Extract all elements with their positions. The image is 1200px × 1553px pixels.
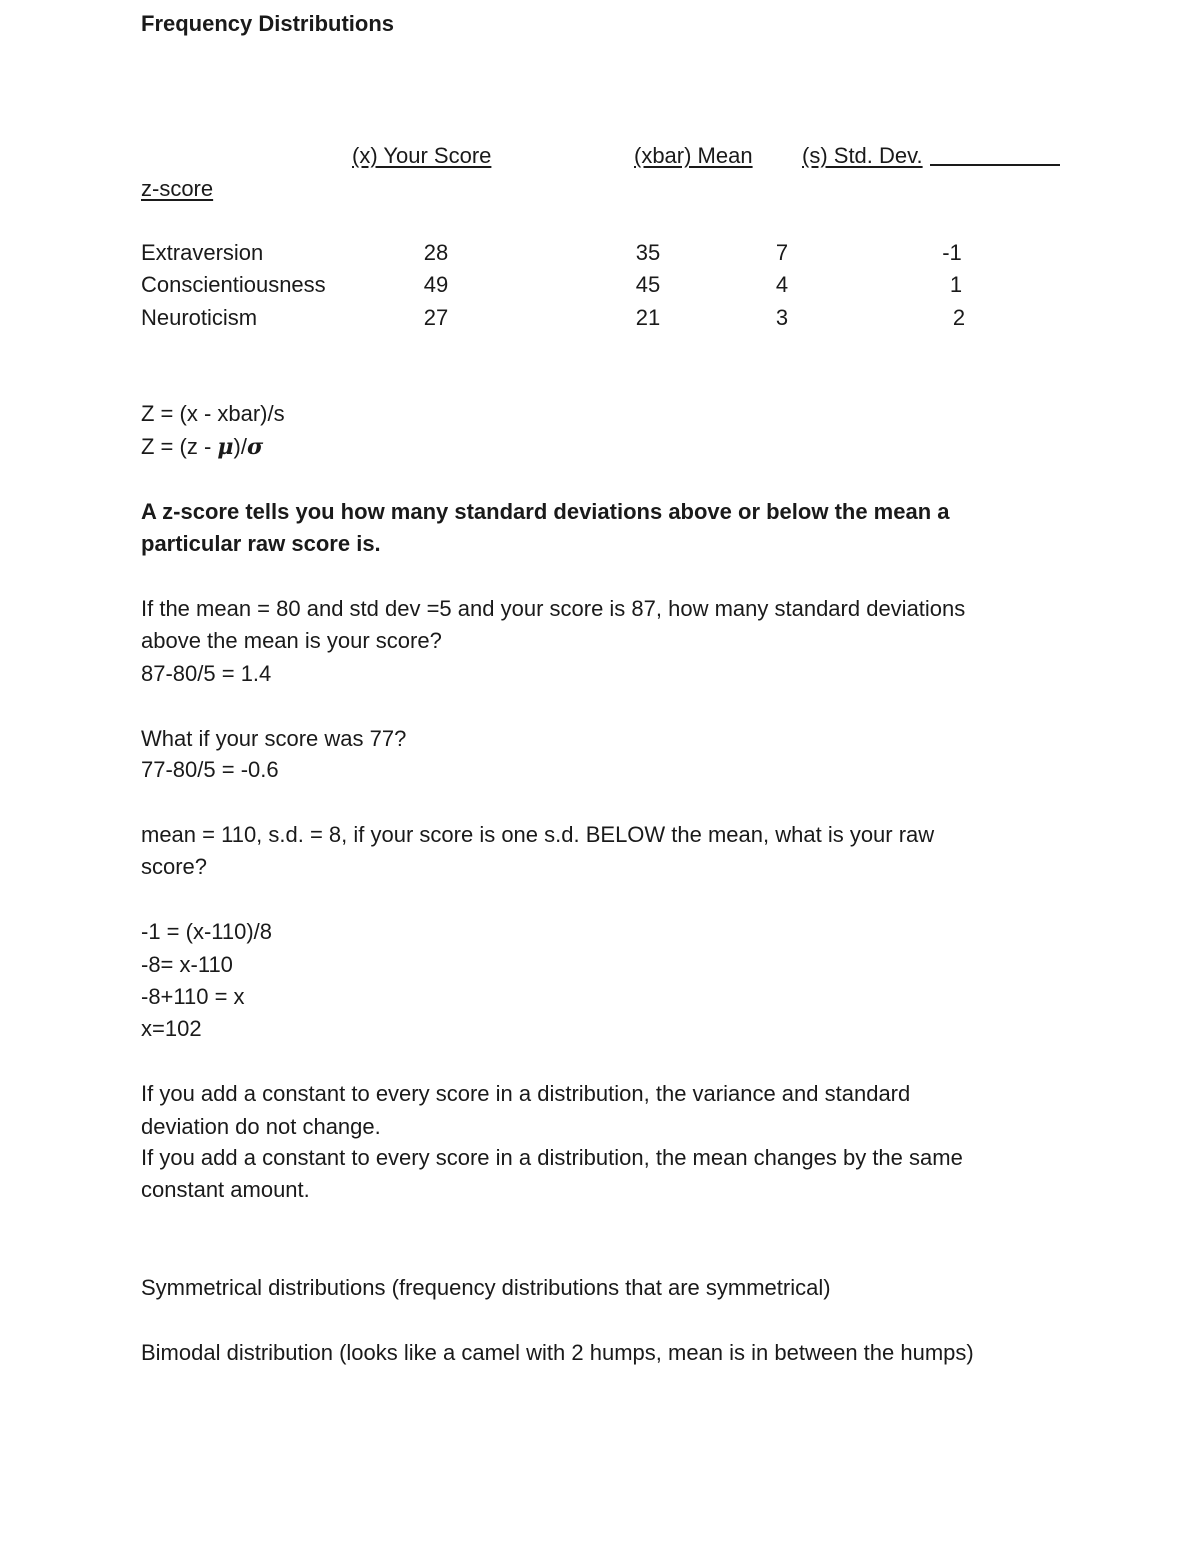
- row-label: Conscientiousness: [141, 272, 326, 297]
- row-x: 28: [423, 240, 449, 265]
- symmetrical-note: Symmetrical distributions (frequency distributions that are symmetrical): [141, 1275, 831, 1300]
- row-sd: 7: [775, 240, 789, 265]
- header-underline-rule: [930, 164, 1060, 166]
- work-line: -8+110 = x: [141, 984, 245, 1009]
- row-sd: 4: [775, 272, 789, 297]
- note-line: deviation do not change.: [141, 1114, 381, 1139]
- work-line: x=102: [141, 1016, 202, 1041]
- header-std-dev: (s) Std. Dev.: [802, 143, 923, 168]
- row-sd: 3: [775, 305, 789, 330]
- question-line: above the mean is your score?: [141, 628, 442, 653]
- row-z: 2: [952, 305, 966, 330]
- bimodal-note: Bimodal distribution (looks like a camel with 2 humps, mean is in between the humps): [141, 1340, 974, 1365]
- row-x: 49: [423, 272, 449, 297]
- definition-line: particular raw score is.: [141, 531, 381, 556]
- formula-slash: )/: [233, 434, 247, 459]
- row-z: 1: [949, 272, 963, 297]
- definition-line: A z-score tells you how many standard deviations above or below the mean a: [141, 499, 950, 524]
- header-your-score: (x) Your Score: [352, 143, 492, 168]
- question-line: score?: [141, 854, 208, 879]
- work-line: -1 = (x-110)/8: [141, 919, 273, 944]
- row-mean: 35: [635, 240, 661, 265]
- header-z-score: z-score: [141, 176, 214, 201]
- row-label: Neuroticism: [141, 305, 258, 330]
- answer-line: 87-80/5 = 1.4: [141, 661, 272, 686]
- row-mean: 45: [635, 272, 661, 297]
- note-line: If you add a constant to every score in a distribution, the mean changes by the same: [141, 1145, 963, 1170]
- work-line: -8= x-110: [141, 952, 233, 977]
- question-line: If the mean = 80 and std dev =5 and your score is 87, how many standard deviations: [141, 596, 966, 621]
- mu-symbol: μ: [217, 434, 234, 460]
- row-x: 27: [423, 305, 449, 330]
- header-mean: (xbar) Mean: [634, 143, 753, 168]
- answer-line: 77-80/5 = -0.6: [141, 757, 279, 782]
- question-line: mean = 110, s.d. = 8, if your score is one s.d. BELOW the mean, what is your raw: [141, 822, 935, 847]
- row-label: Extraversion: [141, 240, 264, 265]
- formula-prefix: Z = (z -: [141, 434, 218, 459]
- note-line: If you add a constant to every score in a distribution, the variance and standard: [141, 1081, 911, 1106]
- page-title: Frequency Distributions: [141, 11, 395, 36]
- note-line: constant amount.: [141, 1177, 310, 1202]
- formula-population: [141, 431, 263, 463]
- formula-sample: Z = (x - xbar)/s: [141, 401, 285, 426]
- sigma-symbol: σ: [246, 434, 264, 460]
- question-line: What if your score was 77?: [141, 726, 407, 751]
- row-z: -1: [942, 240, 962, 265]
- row-mean: 21: [635, 305, 661, 330]
